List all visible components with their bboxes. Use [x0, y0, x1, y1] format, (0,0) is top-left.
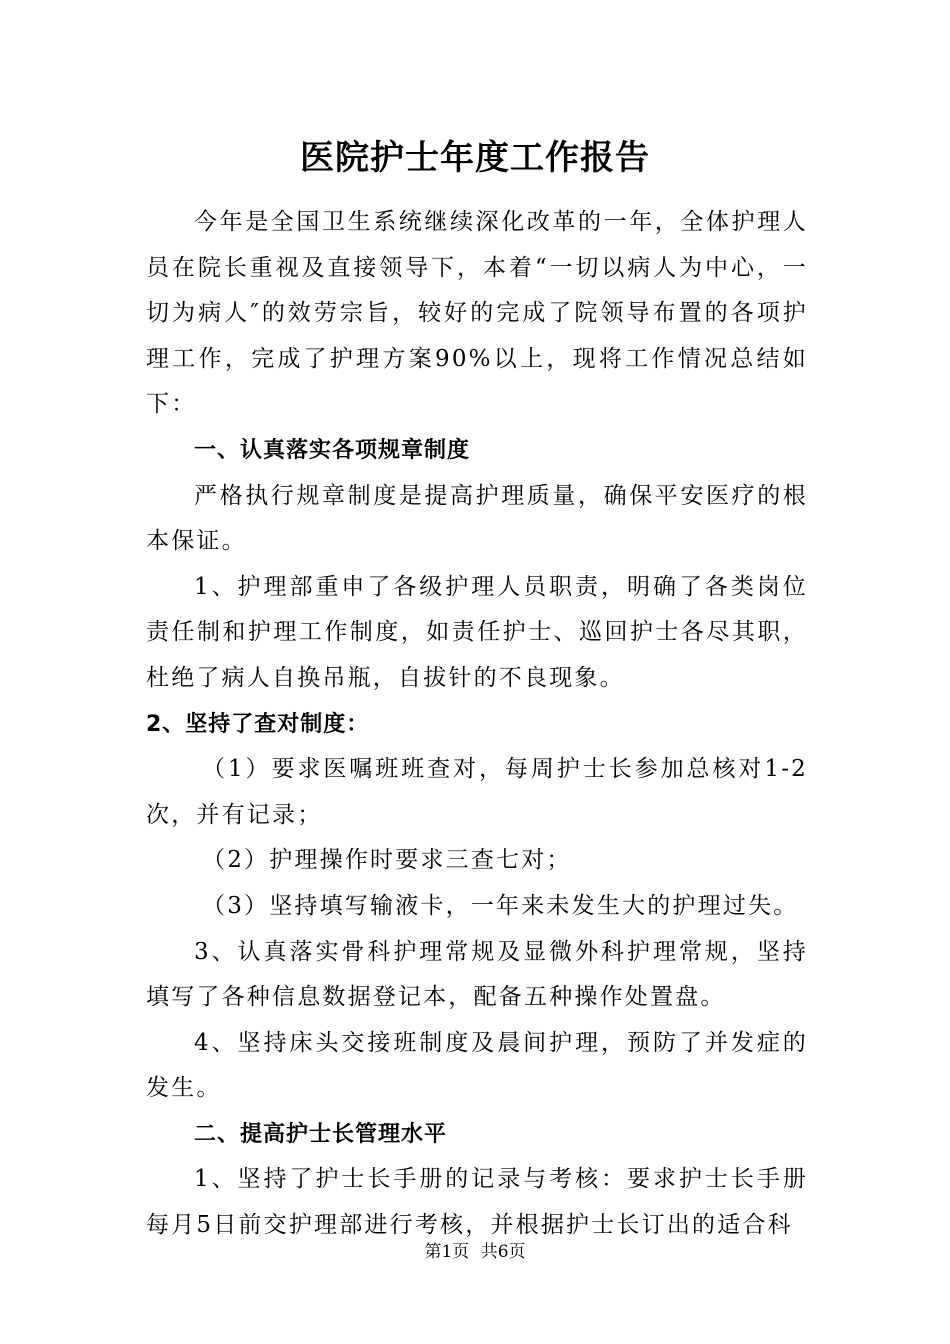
page-number: 第1页	[424, 1242, 470, 1262]
section-1-heading: 一、认真落实各项规章制度	[194, 437, 471, 463]
page-total: 共6页	[480, 1242, 526, 1262]
section-1-lead-paragraph: 严格执行规章制度是提高护理质量，确保平安医疗的根本保证。	[146, 482, 808, 555]
item-2-sub-3-paragraph: （3）坚持填写输液卡，一年来未发生大的护理过失。	[202, 892, 799, 919]
item-3-paragraph: 3、认真落实骨科护理常规及显微外科护理常规，坚持填写了各种信息数据登记本，配备五种操作处置盘。	[146, 938, 808, 1011]
section-2-heading: 二、提高护士长管理水平	[194, 1121, 448, 1147]
page-footer	[0, 1240, 950, 1264]
item-2-heading: 2、坚持了查对制度：	[146, 711, 370, 737]
intro-paragraph: 今年是全国卫生系统继续深化改革的一年，全体护理人员在院长重视及直接领导下，本着“一切以病人为中心，一切为病人″的效劳宗旨，较好的完成了院领导布置的各项护理工作，完成了护理方案90%以上，现将工作情况总结如下：	[146, 209, 808, 418]
item-2-sub-1-paragraph: （1）要求医嘱班班查对，每周护士长参加总核对1-2次，并有记录；	[146, 756, 808, 828]
item-1-paragraph: 1、护理部重申了各级护理人员职责，明确了各类岗位责任制和护理工作制度，如责任护士、巡回护士各尽其职，杜绝了病人自换吊瓶，自拔针的不良现象。	[146, 573, 808, 691]
section-2-item-1-paragraph: 1、坚持了护士长手册的记录与考核：要求护士长手册每月5日前交护理部进行考核，并根据护士长订出的适合科	[146, 1166, 808, 1239]
document-body	[146, 200, 808, 1249]
item-2-sub-2-paragraph: （2）护理操作时要求三查七对；	[202, 847, 572, 874]
item-4-paragraph: 4、坚持床头交接班制度及晨间护理，预防了并发症的发生。	[146, 1029, 808, 1102]
document-title: 医院护士年度工作报告	[300, 138, 650, 178]
